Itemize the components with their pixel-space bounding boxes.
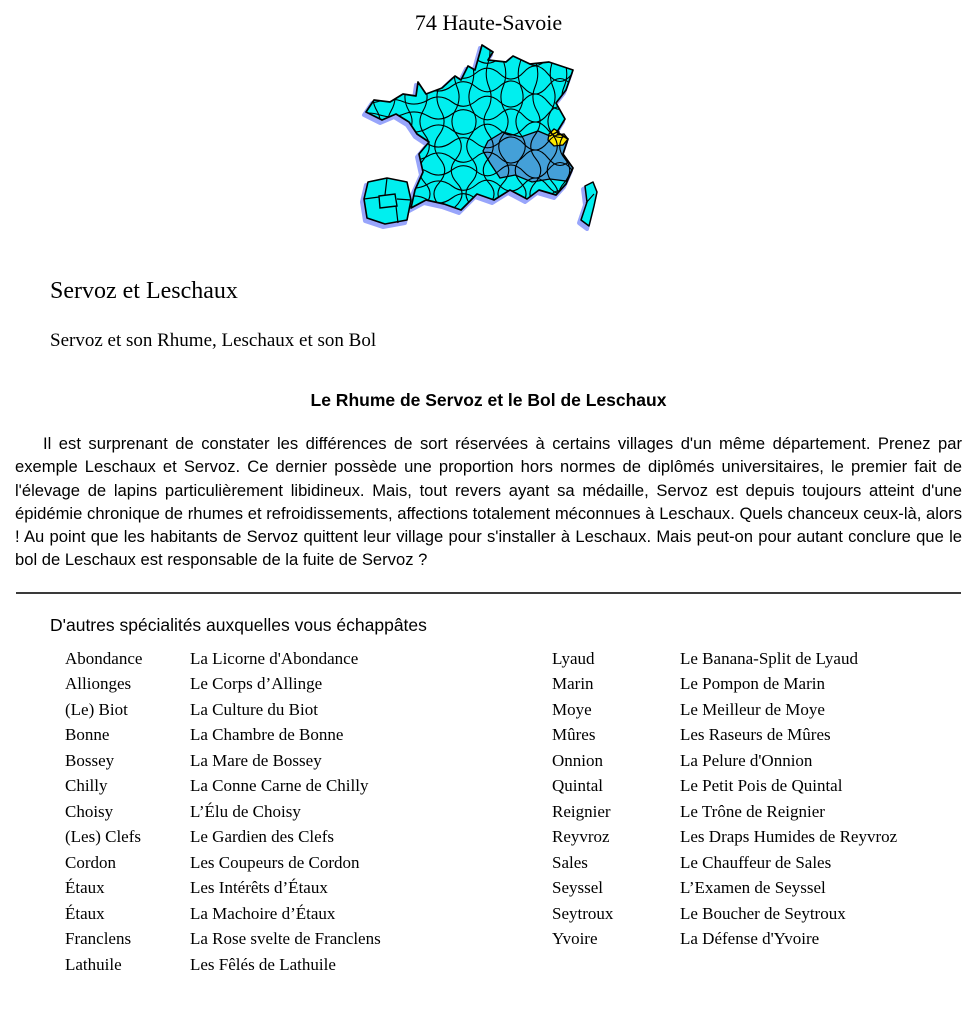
article-title: Le Rhume de Servoz et le Bol de Leschaux: [310, 390, 667, 410]
village-specialty: La Rose svelte de Franclens: [190, 929, 381, 949]
specialties-heading: D'autres spécialités auxquelles vous échappâtes: [50, 614, 427, 635]
village-specialty: La Chambre de Bonne: [190, 725, 344, 745]
village-specialty: [680, 952, 962, 978]
village-specialty: Les Intérêts d’Étaux: [190, 878, 328, 898]
village-name: Seyssel: [552, 878, 603, 898]
village-name: Reyvroz: [552, 827, 610, 847]
specialties-table: [65, 646, 962, 978]
village-name: Lathuile: [65, 954, 122, 974]
village-name: Seytroux: [552, 903, 614, 923]
village-name: Abondance: [65, 648, 143, 668]
article-paragraph: Il est surprenant de constater les différences de sort réservées à certains villages d'un même département. Prenez par exemple Leschaux et Servoz. Ce dernier possède une proportion hors normes de diplômés universitaires, le premier fait de l'élevage de lapins particulièrement libidineux. Mais, tout revers ayant sa médaille, Servoz est depuis toujours atteint d'une épidémie chronique de rhumes et refroidissements, affections totalement méconnues à Leschaux. Quels chanceux ceux-là, alors ! Au point que les habitants de Servoz quittent leur village pour s'installer à Leschaux. Mais peut-on pour autant conclure que le bol de Leschaux est responsable de la fuite de Servoz ?: [15, 434, 962, 570]
village-specialty: La Licorne d'Abondance: [190, 648, 359, 668]
village-specialty: Les Coupeurs de Cordon: [190, 852, 360, 872]
village-specialty: La Défense d'Yvoire: [680, 929, 820, 949]
village-specialty: Le Petit Pois de Quintal: [680, 776, 843, 796]
village-name: Bonne: [65, 725, 110, 745]
village-specialty: Le Pompon de Marin: [680, 674, 825, 694]
village-specialty: Le Gardien des Clefs: [190, 827, 334, 847]
village-specialty: Les Fêlés de Lathuile: [190, 954, 336, 974]
village-specialty: Les Raseurs de Mûres: [680, 725, 831, 745]
village-name: Yvoire: [552, 929, 598, 949]
village-name: Reignier: [552, 801, 611, 821]
france-map: [360, 43, 618, 246]
village-specialty: La Culture du Biot: [190, 699, 318, 719]
village-name: Bossey: [65, 750, 115, 770]
village-name: Moye: [552, 699, 592, 719]
village-specialty: La Pelure d'Onnion: [680, 750, 813, 770]
village-specialty: La Machoire d’Étaux: [190, 903, 336, 923]
village-name: Étaux: [65, 878, 105, 898]
village-specialty: Le Chauffeur de Sales: [680, 852, 832, 872]
document-page: [0, 10, 977, 1034]
village-name: (Les) Clefs: [65, 827, 142, 847]
village-specialty: La Mare de Bossey: [190, 750, 322, 770]
page-title: 74 Haute-Savoie: [414, 10, 563, 35]
section-subheading: Servoz et son Rhume, Leschaux et son Bol: [50, 330, 377, 351]
village-name: Onnion: [552, 750, 603, 770]
village-name: Cordon: [65, 852, 116, 872]
village-specialty: Le Boucher de Seytroux: [680, 903, 846, 923]
village-name: Marin: [552, 674, 594, 694]
village-specialty: L’Élu de Choisy: [190, 801, 301, 821]
village-name: Sales: [552, 852, 588, 872]
village-name: Étaux: [65, 903, 105, 923]
france-departments-map-image: [360, 43, 618, 241]
village-specialty: La Conne Carne de Chilly: [190, 776, 369, 796]
paris-region-inset: [364, 178, 411, 224]
village-name: Chilly: [65, 776, 108, 796]
village-specialty: Le Banana-Split de Lyaud: [680, 648, 858, 668]
village-name: Choisy: [65, 801, 114, 821]
village-name: [552, 952, 680, 978]
village-specialty: Le Corps d’Allinge: [190, 674, 323, 694]
village-specialty: Le Trône de Reignier: [680, 801, 825, 821]
village-name: Allionges: [65, 674, 132, 694]
section-divider: [16, 592, 961, 594]
village-name: (Le) Biot: [65, 699, 128, 719]
section-heading: Servoz et Leschaux: [50, 278, 238, 304]
village-name: Lyaud: [552, 648, 595, 668]
village-specialty: Les Draps Humides de Reyvroz: [680, 827, 898, 847]
village-name: Quintal: [552, 776, 603, 796]
village-specialty: Le Meilleur de Moye: [680, 699, 825, 719]
village-name: Franclens: [65, 929, 132, 949]
village-specialty: L’Examen de Seyssel: [680, 878, 826, 898]
village-name: Mûres: [552, 725, 596, 745]
